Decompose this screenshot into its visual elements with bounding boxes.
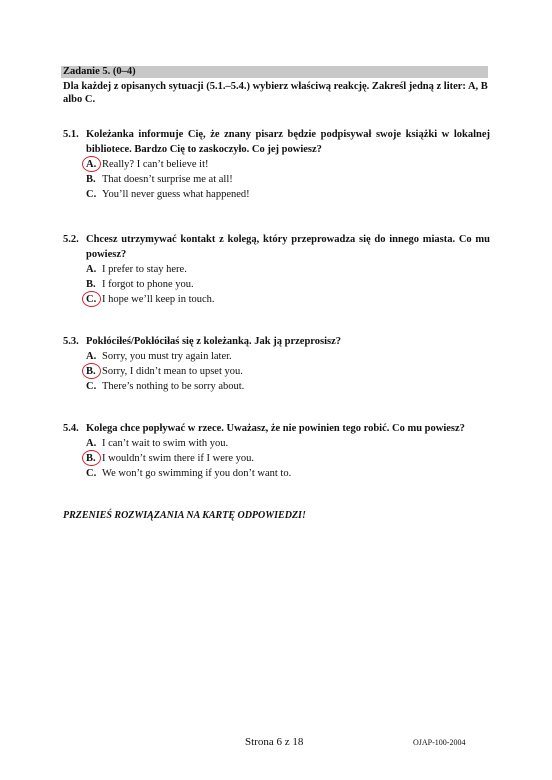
option-text: Really? I can’t believe it! [102, 159, 209, 170]
option-letter: B. [86, 174, 96, 185]
option-a[interactable] [86, 157, 490, 172]
transfer-answers-note: PRZENIEŚ ROZWIĄZANIA NA KARTĘ ODPOWIEDZI! [63, 510, 306, 521]
option-a[interactable] [86, 262, 490, 277]
option-text: Sorry, I didn’t mean to upset you. [102, 366, 243, 377]
option-b[interactable] [86, 172, 490, 187]
task-instruction: Dla każdej z opisanych sytuacji (5.1.–5.4.) wybierz właściwą reakcję. Zakreśl jedną z liter: A, B albo C. [63, 81, 488, 105]
question-5-1 [63, 127, 490, 202]
option-b[interactable] [86, 364, 490, 379]
option-letter: A. [86, 438, 97, 449]
option-letter: C. [86, 189, 97, 200]
option-c[interactable] [86, 292, 490, 307]
option-letter: C. [86, 381, 97, 392]
answer-circle [82, 363, 101, 379]
task-title: Zadanie 5. (0–4) [63, 66, 136, 77]
option-a[interactable] [86, 349, 490, 364]
option-c[interactable] [86, 466, 490, 481]
question-number: 5.2. [63, 234, 79, 245]
option-c[interactable] [86, 187, 490, 202]
option-letter: A. [86, 264, 97, 275]
option-letter: C. [86, 292, 102, 307]
question-5-3 [63, 334, 490, 394]
question-number: 5.4. [63, 423, 79, 434]
option-text: I forgot to phone you. [102, 279, 194, 290]
question-number: 5.3. [63, 336, 79, 347]
option-text: Sorry, you must try again later. [102, 351, 232, 362]
question-5-4 [63, 421, 490, 481]
option-text: We won’t go swimming if you don’t want to. [102, 468, 292, 479]
option-text: I can’t wait to swim with you. [102, 438, 229, 449]
option-text: I prefer to stay here. [102, 264, 187, 275]
option-text: That doesn’t surprise me at all! [102, 174, 233, 185]
option-b[interactable] [86, 277, 490, 292]
page-number: Strona 6 z 18 [245, 736, 304, 748]
question-number: 5.1. [63, 129, 79, 140]
document-code: OJAP-100-2004 [413, 738, 466, 747]
answer-circle [82, 450, 101, 466]
option-a[interactable] [86, 436, 490, 451]
option-letter: A. [86, 351, 97, 362]
option-c[interactable] [86, 379, 490, 394]
option-b[interactable] [86, 451, 490, 466]
question-text: Kolega chce popływać w rzece. Uważasz, że nie powinien tego robić. Co mu powiesz? [86, 423, 465, 434]
question-text: Koleżanka informuje Cię, że znany pisarz będzie podpisywał swoje książki w lokalnej bibliotece. Bardzo Cię to zaskoczyło. Co jej powiesz? [86, 129, 490, 155]
question-5-2 [63, 232, 490, 307]
option-letter: B. [86, 364, 102, 379]
option-text: I wouldn’t swim there if I were you. [102, 453, 255, 464]
option-letter: B. [86, 279, 96, 290]
option-letter: A. [86, 157, 102, 172]
question-text: Chcesz utrzymywać kontakt z kolegą, który przeprowadza się do innego miasta. Co mu powiesz? [86, 234, 490, 260]
answer-circle [82, 156, 101, 172]
answer-circle [82, 291, 101, 307]
option-letter: C. [86, 468, 97, 479]
option-letter: B. [86, 451, 102, 466]
question-text: Pokłóciłeś/Pokłóciłaś się z koleżanką. Jak ją przeprosisz? [86, 336, 342, 347]
option-text: I hope we’ll keep in touch. [102, 294, 215, 305]
option-text: You’ll never guess what happened! [102, 189, 250, 200]
option-text: There’s nothing to be sorry about. [102, 381, 245, 392]
